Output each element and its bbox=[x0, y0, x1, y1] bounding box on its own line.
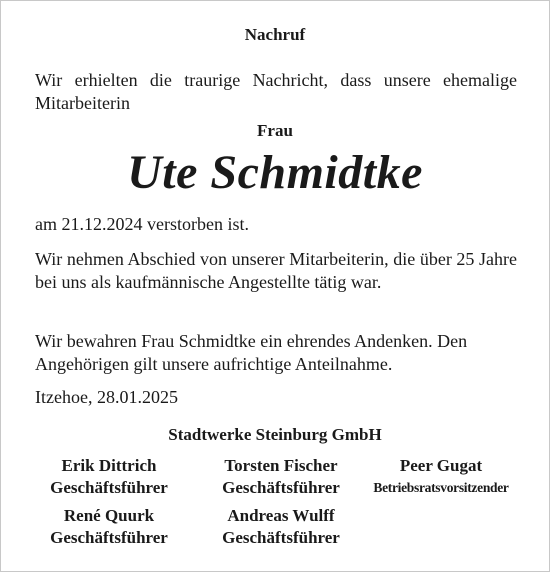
signatory bbox=[358, 455, 524, 499]
signatory-role: Geschäftsführer bbox=[50, 528, 168, 547]
memory-text: Wir bewahren Frau Schmidtke ein ehrendes Andenken. Den Angehörigen gilt unsere aufrichtige Anteilnahme. bbox=[35, 331, 468, 374]
farewell-text: Wir nehmen Abschied von unserer Mitarbeiterin, die über 25 Jahre bei uns als kaufmännische Angestellte tätig war. bbox=[35, 249, 517, 292]
signatory bbox=[28, 455, 190, 499]
signatory-name: Andreas Wulff bbox=[227, 506, 335, 525]
intro-text: Wir erhielten die traurige Nachricht, dass unsere ehemalige Mitarbeiterin bbox=[35, 70, 517, 113]
signatory bbox=[28, 505, 190, 549]
signatory-role: Geschäftsführer bbox=[222, 478, 340, 497]
place-date: Itzehoe, 28.01.2025 bbox=[35, 387, 178, 407]
signatory-name: Torsten Fischer bbox=[224, 456, 338, 475]
company-name: Stadtwerke Steinburg GmbH bbox=[168, 425, 382, 444]
notice-heading: Nachruf bbox=[244, 25, 306, 44]
signatory-role: Geschäftsführer bbox=[222, 528, 340, 547]
signatory-role: Geschäftsführer bbox=[50, 478, 168, 497]
signatory-role: Betriebsratsvorsitzender bbox=[373, 480, 509, 495]
signatory bbox=[200, 455, 362, 499]
signatory-name: René Quurk bbox=[63, 506, 155, 525]
salutation: Frau bbox=[257, 121, 293, 140]
death-date-text: am 21.12.2024 verstorben ist. bbox=[35, 214, 249, 234]
deceased-name: Ute Schmidtke bbox=[127, 146, 423, 199]
signatory bbox=[200, 505, 362, 549]
signatory-name: Erik Dittrich bbox=[61, 456, 157, 475]
signatory-name: Peer Gugat bbox=[399, 456, 483, 475]
